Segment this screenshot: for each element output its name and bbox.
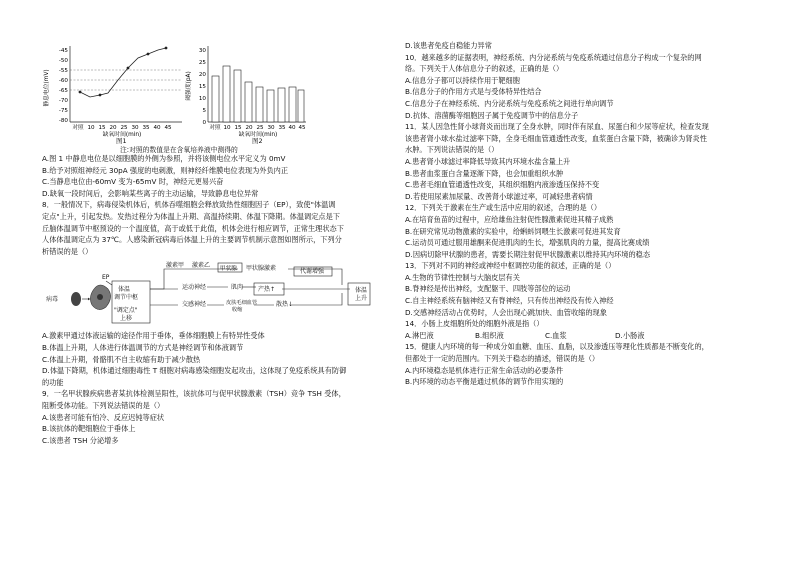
fig1-point [79, 91, 82, 94]
muscle-label: 肌肉 [231, 284, 244, 292]
text-line: 12．下列关于激素在生产或生活中应用的叙述，合理的是（） [405, 203, 602, 213]
text-line: 11．某人因急性肾小球肾炎而出现了全身水肿，同时伴有尿血、尿蛋白和少尿等症状，检查发现 [405, 122, 709, 132]
fig1-ytick: -75 [58, 108, 68, 114]
fig1-xtick: 30 [131, 125, 139, 131]
shrink-label: 收缩 [232, 307, 243, 314]
heat-loss-label: 散热↓ [276, 301, 294, 309]
text-line: 的功能 [42, 377, 64, 387]
fig1-series-line [80, 48, 166, 97]
center-label: "调定点" [114, 307, 138, 315]
skin-vessel-label: 皮肤毛细血管 [226, 300, 258, 307]
text-line: C.自主神经系统有脑神经又有脊神经，只有传出神经没有传入神经 [405, 296, 614, 306]
fig2-xtick: 25 [256, 125, 264, 131]
text-line: 9．一名甲状腺疾病患者某抗体检测呈阳性，该抗体可与促甲状腺激素（TSH）竞争 TSH 受体， [42, 389, 346, 399]
figure-2 [182, 40, 312, 144]
text-line: 人体体温调定点为 37℃。人感染新冠病毒后体温上升的主要调节机制示意图如图所示，下列分 [42, 235, 342, 245]
fig1-xtick: 45 [164, 125, 172, 131]
virus-label: 病毒 [46, 296, 59, 304]
text-line: C.当静息电位由-60mV 变为-65mV 时，神经元更易兴奋 [42, 177, 224, 187]
hormone-a-label: 激素甲 [166, 262, 185, 270]
text-line: D.抗体、溶菌酶等细胞因子属于免疫调节中的信息分子 [405, 110, 579, 120]
fig2-xtick: 30 [267, 125, 275, 131]
fig2-ytick: 10 [198, 96, 206, 102]
left-column [42, 40, 402, 446]
sympathetic-label: 交感神经 [182, 301, 207, 309]
thyroxine-label: 甲状腺激素 [246, 265, 277, 273]
text-line: 13．下列对不同的神经或神经中枢调控功能的叙述，正确的是（） [405, 261, 616, 271]
fig2-xtick: 35 [278, 125, 286, 131]
text-line: A.激素甲通过体液运输的途径作用于垂体，垂体细胞膜上有特异性受体 [42, 331, 265, 341]
fig1-xtick: 15 [98, 125, 106, 131]
text-line: 但都处于一定的范围内。下列关于稳态的描述，错误的是（） [405, 354, 600, 364]
fig2-ytick: 0 [202, 120, 206, 126]
text-line: D.缺氧一段时间后，会影响某些离子的主动运输，导致静息电位异常 [42, 188, 259, 198]
fig1-xtick: 20 [109, 125, 117, 131]
right-column [405, 40, 775, 388]
text-line: A.患者肾小球滤过率降低导致其内环境水盐含量上升 [405, 156, 571, 166]
fig1-point [165, 47, 168, 50]
q14-option-a: A.淋巴液 [405, 330, 434, 340]
text-line: C.患者毛细血管通透性改变，其组织细胞内液渗透压保持不变 [405, 180, 600, 190]
temperature-rise-label: 体温 [355, 287, 368, 295]
fig2-bar [256, 87, 263, 122]
fig2-ytick: 5 [202, 108, 206, 114]
text-line: D.因病切除甲状腺的患者，需要长期注射促甲状腺激素以维持其内环境的稳态 [405, 249, 651, 259]
fig2-bar [245, 82, 252, 122]
text-line: 15．健康人内环境的每一种成分如血糖、血压、血脂，以及渗透压等理化性质都是不断变化的， [405, 342, 709, 352]
fig1-point [147, 53, 150, 56]
text-line: 水肿。下列说法错误的是（） [405, 145, 499, 155]
fig2-xlabel: 缺氧时间(min) [238, 132, 278, 138]
fig1-point [99, 94, 102, 97]
fig2-bar [278, 88, 285, 122]
q14-option-c: C.血浆 [545, 330, 567, 340]
center-label: 体温 [118, 286, 131, 294]
text-line: B.在研究常见动物激素的实验中，给蝌蚪饲喂生长激素可促进其发育 [405, 226, 621, 236]
fig1-xlabel: 缺氧时间(min) [102, 132, 142, 138]
motor-nerve-label: 运动神经 [182, 284, 207, 292]
text-line: 阻断受体功能。下列说法错误的是（） [42, 400, 165, 410]
fig1-ytick: -80 [58, 118, 68, 124]
text-line: A.图 1 中静息电位是以细胞膜的外侧为参照，并将该侧电位水平定义为 0mV [42, 154, 286, 163]
fig2-ytick: 30 [198, 48, 206, 54]
fig2-xtick: 20 [245, 125, 253, 131]
fig1-gridlines [70, 70, 182, 90]
q14-option-b: B.组织液 [475, 330, 504, 340]
text-line: A.在培育鱼苗的过程中，应给雄鱼注射促性腺激素促进其精子成熟 [405, 214, 614, 224]
heat-production-label: 产热↑ [258, 286, 276, 294]
ep-label: EP [102, 274, 110, 282]
center-label: 上移 [120, 315, 133, 323]
temperature-rise-label: 上升 [355, 295, 368, 303]
text-line: 丘脑体温调节中枢预设的一个温度值，高于或低于此值，机体会进行相应调节，正常生理状态下 [42, 223, 344, 233]
fig1-xtick: 40 [153, 125, 161, 131]
text-line: B.脊神经是传出神经，支配躯干、四肢等部位的运动 [405, 284, 571, 294]
text-line: B.内环境的动态平衡是通过机体的调节作用实现的 [405, 377, 564, 387]
fig1-xtick: 10 [87, 125, 95, 131]
fig2-bar [234, 70, 241, 122]
text-line: C.信息分子在神经系统、内分泌系统与免疫系统之间进行单向调节 [405, 98, 614, 108]
fig2-xtick: 15 [234, 125, 242, 131]
figure-row [42, 40, 402, 153]
hormone-b-label: 激素乙 [192, 262, 211, 270]
text-line: C.运动员可通过服用雄酮来促进肌肉的生长，增强肌肉的力量，提高比赛成绩 [405, 238, 650, 248]
text-line: C.该患者 TSH 分泌增多 [42, 435, 119, 445]
fig2-ytick: 15 [198, 84, 206, 90]
figure-note: 注:对照的数值是在含氧培养液中测得的 [120, 146, 238, 154]
fig2-bar [289, 87, 296, 122]
fig2-ytick: 25 [198, 60, 206, 66]
regulation-diagram [42, 259, 402, 327]
text-line: 该患者肾小球水盐过滤率下降，全身毛细血管通透性改变，血浆蛋白含量下降，被确诊为肾炎性 [405, 133, 707, 143]
text-line: 络。下列关于人体信息分子的叙述，正确的是（） [405, 64, 564, 74]
text-line: B.患者血浆蛋白含量逐渐下降，也会加重组织水肿 [405, 168, 564, 178]
virus-particle [71, 292, 81, 306]
fig1-ytick: -70 [58, 98, 68, 104]
text-line: A.生物的节律性控制与大脑皮层有关 [405, 272, 520, 282]
text-line: B.体温上升期，人体进行体温调节的方式是神经调节和体液调节 [42, 342, 244, 352]
fig2-bar [223, 66, 230, 122]
text-line: 8．一般情况下，病毒侵染机体后，机体吞噬细胞会释放致热性细胞因子（EP），致使"体温调 [42, 200, 336, 210]
text-line: 14．小肠上皮细胞所处的细胞外液是指（） [405, 319, 544, 329]
fig2-bar [298, 90, 304, 122]
fig1-ylabel: 静息电位(mV) [44, 69, 50, 107]
fig2-bar [212, 76, 219, 122]
text-line: D.体温下降期，机体通过细胞毒性 T 细胞对病毒感染细胞发起攻击，这体现了免疫系统具有防御 [42, 366, 347, 376]
text-line: 10．越来越多的证据表明，神经系统、内分泌系统与免疫系统通过信息分子构成一个复杂的网 [405, 52, 702, 62]
thyroid-label: 甲状腺 [220, 266, 237, 273]
text-line: 定点"上升，引起发热。发热过程分为体温上升期、高温持续期、体温下降期。体温调定点是下 [42, 211, 340, 221]
text-line: B.该抗体的靶细胞位于垂体上 [42, 424, 136, 434]
text-line: A.信息分子都可以持续作用于靶细胞 [405, 75, 520, 85]
fig1-ytick: -55 [58, 68, 68, 74]
metabolism-label: 代谢增强 [300, 268, 325, 276]
figure-1 [42, 40, 192, 144]
q14-options [405, 330, 775, 342]
fig1-xtick: 25 [120, 125, 128, 131]
center-label: 调节中枢 [114, 294, 139, 302]
text-line: C.体温上升期，骨骼肌不自主收缩有助于减少散热 [42, 354, 201, 364]
fig1-point [127, 67, 130, 70]
fig2-xtick: 对照 [209, 125, 221, 131]
fig2-xtick: 10 [223, 125, 231, 131]
fig1-xtick: 对照 [72, 125, 84, 131]
fig1-ytick: -45 [58, 48, 68, 54]
fig2-xtick: 40 [288, 125, 296, 131]
text-line: B.给予对照组神经元 30pA 强度的电刺激，则神经纤维膜电位表现为外负内正 [42, 165, 289, 175]
fig1-ytick: -60 [58, 78, 68, 84]
text-line: D.若使用尿素加尿量、改善肾小球滤过率，可减轻患者病情 [405, 191, 593, 201]
text-line: D.该患者免疫自稳能力异常 [405, 41, 492, 50]
q14-option-d: D.小肠液 [615, 330, 645, 340]
text-line: 析错误的是（） [42, 246, 93, 256]
fig1-caption: 图1 [116, 137, 127, 145]
fig2-ytick: 20 [198, 72, 206, 78]
text-line: B.信息分子的作用方式是与受体特异性结合 [405, 87, 542, 97]
text-line: A.内环境稳态是机体进行正常生命活动的必要条件 [405, 365, 564, 375]
text-line: A.该患者可能有怕冷、反应迟钝等症状 [42, 412, 165, 422]
fig2-caption: 图2 [252, 137, 263, 145]
fig1-ytick: -65 [58, 88, 68, 94]
text-line: D.交感神经活动占优势时，人会出现心跳加快、血管收缩的现象 [405, 307, 607, 317]
fig2-bar [267, 90, 274, 122]
fig1-ytick: -50 [58, 58, 68, 64]
fig2-ylabel: 阈强度(pA) [186, 71, 192, 101]
fig1-xtick: 35 [142, 125, 150, 131]
fig2-xtick: 45 [298, 125, 306, 131]
